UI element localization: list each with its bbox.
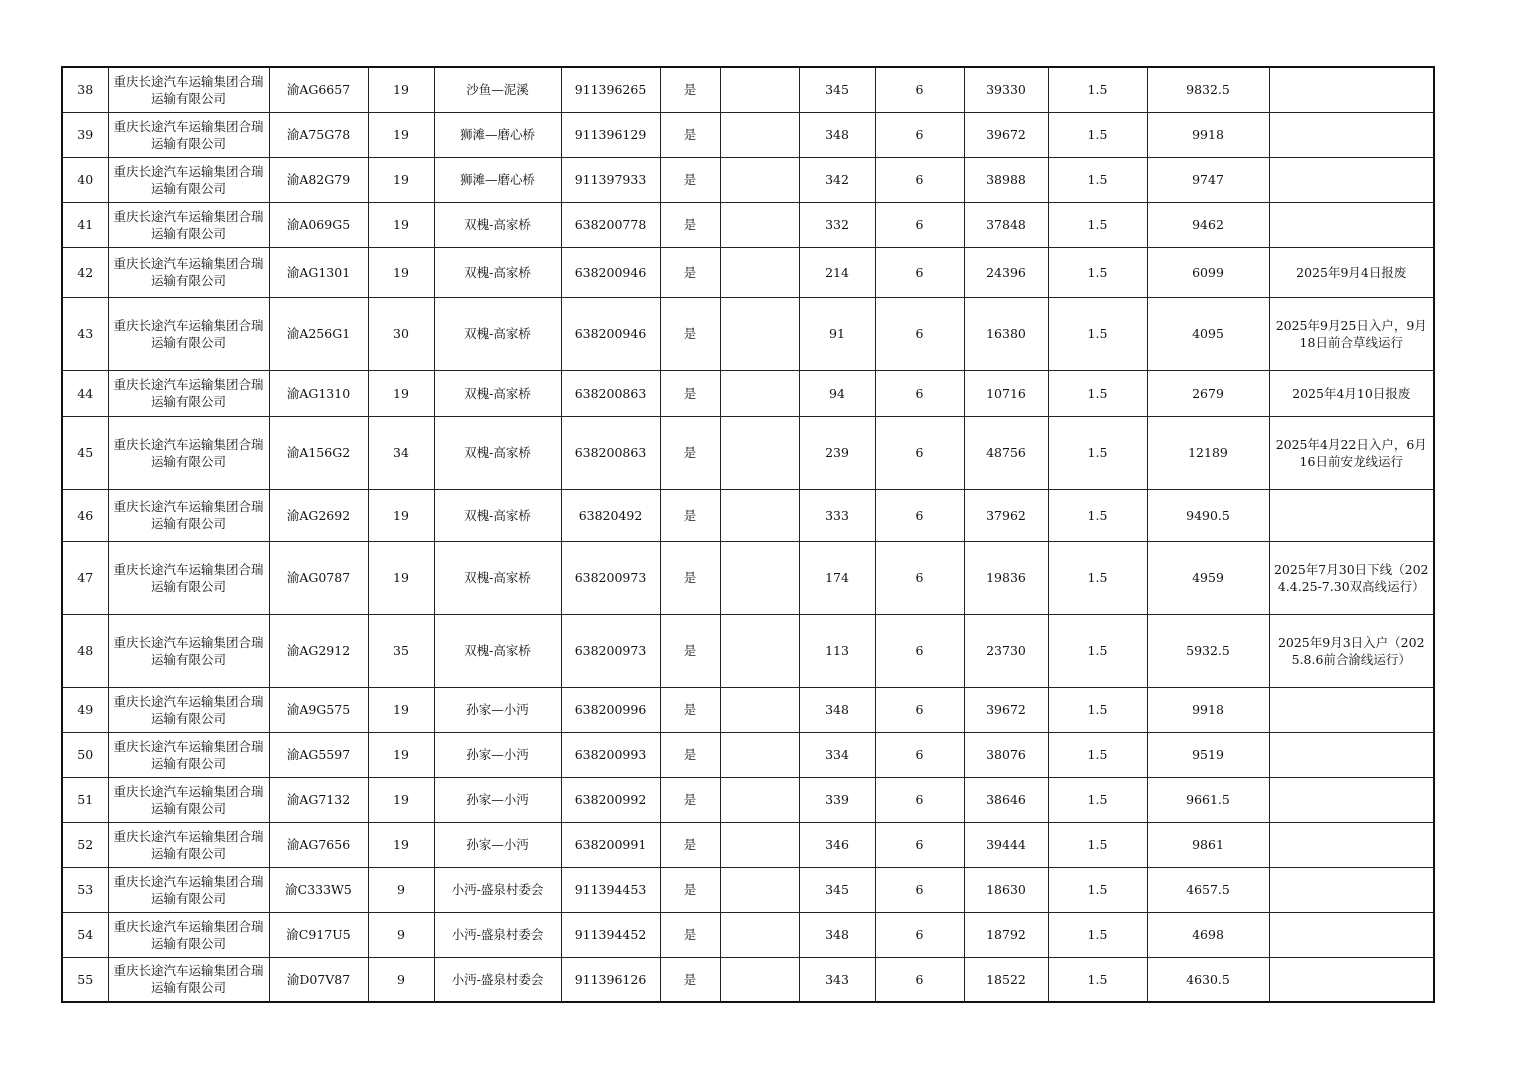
- seat-count: 19: [368, 370, 434, 416]
- subsidy-rate: 1.5: [1048, 370, 1147, 416]
- company-name: 重庆长途汽车运输集团合瑞运输有限公司: [108, 370, 269, 416]
- total-trips: 19836: [964, 541, 1048, 614]
- subsidy-amount: 4698: [1147, 912, 1269, 957]
- empty-cell: [720, 912, 799, 957]
- remark: 2025年4月22日入户，6月16日前安龙线运行: [1269, 416, 1434, 489]
- row-number: 54: [62, 912, 108, 957]
- table-body: [62, 67, 1434, 1002]
- status-flag: 是: [660, 370, 720, 416]
- seat-count: 19: [368, 732, 434, 777]
- status-flag: 是: [660, 202, 720, 247]
- total-trips: 18522: [964, 957, 1048, 1002]
- subsidy-amount: 4095: [1147, 297, 1269, 370]
- seat-count: 35: [368, 614, 434, 687]
- total-trips: 16380: [964, 297, 1048, 370]
- route-code: 638200992: [561, 777, 660, 822]
- subsidy-rate: 1.5: [1048, 732, 1147, 777]
- seat-count: 19: [368, 541, 434, 614]
- subsidy-amount: 9747: [1147, 157, 1269, 202]
- operating-days: 214: [799, 247, 875, 297]
- operating-days: 332: [799, 202, 875, 247]
- operating-days: 174: [799, 541, 875, 614]
- remark: [1269, 67, 1434, 112]
- table-row: [62, 687, 1434, 732]
- daily-trips: 6: [875, 912, 964, 957]
- subsidy-rate: 1.5: [1048, 247, 1147, 297]
- subsidy-rate: 1.5: [1048, 297, 1147, 370]
- total-trips: 24396: [964, 247, 1048, 297]
- route-code: 911397933: [561, 157, 660, 202]
- status-flag: 是: [660, 777, 720, 822]
- daily-trips: 6: [875, 112, 964, 157]
- operating-days: 345: [799, 867, 875, 912]
- empty-cell: [720, 370, 799, 416]
- empty-cell: [720, 247, 799, 297]
- operating-days: 239: [799, 416, 875, 489]
- route-code: 638200973: [561, 614, 660, 687]
- total-trips: 48756: [964, 416, 1048, 489]
- daily-trips: 6: [875, 370, 964, 416]
- plate-number: 渝A156G2: [269, 416, 368, 489]
- table-row: [62, 370, 1434, 416]
- daily-trips: 6: [875, 67, 964, 112]
- row-number: 42: [62, 247, 108, 297]
- subsidy-amount: 9661.5: [1147, 777, 1269, 822]
- seat-count: 19: [368, 157, 434, 202]
- company-name: 重庆长途汽车运输集团合瑞运输有限公司: [108, 297, 269, 370]
- status-flag: 是: [660, 67, 720, 112]
- seat-count: 19: [368, 489, 434, 541]
- route-code: 638200996: [561, 687, 660, 732]
- empty-cell: [720, 822, 799, 867]
- status-flag: 是: [660, 687, 720, 732]
- plate-number: 渝AG5597: [269, 732, 368, 777]
- route-name: 双槐-高家桥: [434, 541, 561, 614]
- company-name: 重庆长途汽车运输集团合瑞运输有限公司: [108, 67, 269, 112]
- remark: [1269, 157, 1434, 202]
- remark: [1269, 912, 1434, 957]
- empty-cell: [720, 489, 799, 541]
- subsidy-amount: 9462: [1147, 202, 1269, 247]
- operating-days: 339: [799, 777, 875, 822]
- remark: [1269, 867, 1434, 912]
- route-code: 911394452: [561, 912, 660, 957]
- subsidy-amount: 2679: [1147, 370, 1269, 416]
- row-number: 49: [62, 687, 108, 732]
- company-name: 重庆长途汽车运输集团合瑞运输有限公司: [108, 867, 269, 912]
- daily-trips: 6: [875, 777, 964, 822]
- total-trips: 18792: [964, 912, 1048, 957]
- company-name: 重庆长途汽车运输集团合瑞运输有限公司: [108, 489, 269, 541]
- row-number: 45: [62, 416, 108, 489]
- operating-days: 348: [799, 112, 875, 157]
- subsidy-rate: 1.5: [1048, 957, 1147, 1002]
- route-name: 孙家—小沔: [434, 687, 561, 732]
- table-row: [62, 614, 1434, 687]
- company-name: 重庆长途汽车运输集团合瑞运输有限公司: [108, 912, 269, 957]
- table-row: [62, 957, 1434, 1002]
- total-trips: 37848: [964, 202, 1048, 247]
- vehicle-subsidy-table: [61, 66, 1435, 1003]
- daily-trips: 6: [875, 822, 964, 867]
- company-name: 重庆长途汽车运输集团合瑞运输有限公司: [108, 541, 269, 614]
- total-trips: 39672: [964, 687, 1048, 732]
- operating-days: 348: [799, 912, 875, 957]
- subsidy-rate: 1.5: [1048, 912, 1147, 957]
- subsidy-amount: 12189: [1147, 416, 1269, 489]
- route-code: 638200973: [561, 541, 660, 614]
- seat-count: 9: [368, 912, 434, 957]
- empty-cell: [720, 867, 799, 912]
- table-row: [62, 202, 1434, 247]
- seat-count: 9: [368, 867, 434, 912]
- row-number: 55: [62, 957, 108, 1002]
- table-row: [62, 867, 1434, 912]
- seat-count: 19: [368, 687, 434, 732]
- plate-number: 渝A9G575: [269, 687, 368, 732]
- total-trips: 37962: [964, 489, 1048, 541]
- table-row: [62, 541, 1434, 614]
- seat-count: 19: [368, 202, 434, 247]
- table-row: [62, 112, 1434, 157]
- company-name: 重庆长途汽车运输集团合瑞运输有限公司: [108, 157, 269, 202]
- remark: 2025年9月3日入户（2025.8.6前合渝线运行）: [1269, 614, 1434, 687]
- empty-cell: [720, 732, 799, 777]
- row-number: 47: [62, 541, 108, 614]
- row-number: 53: [62, 867, 108, 912]
- seat-count: 19: [368, 112, 434, 157]
- operating-days: 334: [799, 732, 875, 777]
- total-trips: 38076: [964, 732, 1048, 777]
- operating-days: 333: [799, 489, 875, 541]
- table-row: [62, 247, 1434, 297]
- company-name: 重庆长途汽车运输集团合瑞运输有限公司: [108, 112, 269, 157]
- empty-cell: [720, 777, 799, 822]
- route-code: 63820492: [561, 489, 660, 541]
- route-name: 双槐-高家桥: [434, 297, 561, 370]
- route-name: 狮滩—磨心桥: [434, 112, 561, 157]
- company-name: 重庆长途汽车运输集团合瑞运输有限公司: [108, 732, 269, 777]
- subsidy-rate: 1.5: [1048, 614, 1147, 687]
- row-number: 44: [62, 370, 108, 416]
- seat-count: 19: [368, 247, 434, 297]
- plate-number: 渝AG1301: [269, 247, 368, 297]
- seat-count: 30: [368, 297, 434, 370]
- subsidy-rate: 1.5: [1048, 67, 1147, 112]
- company-name: 重庆长途汽车运输集团合瑞运输有限公司: [108, 687, 269, 732]
- total-trips: 39444: [964, 822, 1048, 867]
- remark: [1269, 777, 1434, 822]
- plate-number: 渝AG1310: [269, 370, 368, 416]
- route-name: 小沔-盛泉村委会: [434, 957, 561, 1002]
- table-row: [62, 777, 1434, 822]
- subsidy-rate: 1.5: [1048, 687, 1147, 732]
- plate-number: 渝AG2692: [269, 489, 368, 541]
- route-code: 638200991: [561, 822, 660, 867]
- plate-number: 渝A75G78: [269, 112, 368, 157]
- daily-trips: 6: [875, 489, 964, 541]
- subsidy-rate: 1.5: [1048, 489, 1147, 541]
- total-trips: 23730: [964, 614, 1048, 687]
- empty-cell: [720, 112, 799, 157]
- subsidy-rate: 1.5: [1048, 867, 1147, 912]
- subsidy-amount: 9918: [1147, 687, 1269, 732]
- subsidy-amount: 6099: [1147, 247, 1269, 297]
- daily-trips: 6: [875, 202, 964, 247]
- daily-trips: 6: [875, 687, 964, 732]
- subsidy-amount: 4959: [1147, 541, 1269, 614]
- seat-count: 19: [368, 822, 434, 867]
- daily-trips: 6: [875, 541, 964, 614]
- total-trips: 39330: [964, 67, 1048, 112]
- operating-days: 346: [799, 822, 875, 867]
- empty-cell: [720, 614, 799, 687]
- status-flag: 是: [660, 541, 720, 614]
- empty-cell: [720, 157, 799, 202]
- company-name: 重庆长途汽车运输集团合瑞运输有限公司: [108, 202, 269, 247]
- total-trips: 39672: [964, 112, 1048, 157]
- subsidy-rate: 1.5: [1048, 541, 1147, 614]
- operating-days: 345: [799, 67, 875, 112]
- daily-trips: 6: [875, 614, 964, 687]
- company-name: 重庆长途汽车运输集团合瑞运输有限公司: [108, 777, 269, 822]
- empty-cell: [720, 687, 799, 732]
- row-number: 38: [62, 67, 108, 112]
- plate-number: 渝C917U5: [269, 912, 368, 957]
- subsidy-rate: 1.5: [1048, 416, 1147, 489]
- seat-count: 34: [368, 416, 434, 489]
- status-flag: 是: [660, 157, 720, 202]
- row-number: 43: [62, 297, 108, 370]
- row-number: 40: [62, 157, 108, 202]
- empty-cell: [720, 957, 799, 1002]
- route-name: 双槐-高家桥: [434, 247, 561, 297]
- remark: [1269, 687, 1434, 732]
- route-code: 638200863: [561, 416, 660, 489]
- subsidy-amount: 9918: [1147, 112, 1269, 157]
- table-row: [62, 416, 1434, 489]
- empty-cell: [720, 541, 799, 614]
- company-name: 重庆长途汽车运输集团合瑞运输有限公司: [108, 247, 269, 297]
- route-name: 双槐-高家桥: [434, 489, 561, 541]
- plate-number: 渝AG7132: [269, 777, 368, 822]
- table-row: [62, 822, 1434, 867]
- plate-number: 渝A256G1: [269, 297, 368, 370]
- total-trips: 18630: [964, 867, 1048, 912]
- remark: 2025年4月10日报废: [1269, 370, 1434, 416]
- row-number: 52: [62, 822, 108, 867]
- remark: [1269, 112, 1434, 157]
- operating-days: 342: [799, 157, 875, 202]
- plate-number: 渝A069G5: [269, 202, 368, 247]
- row-number: 39: [62, 112, 108, 157]
- seat-count: 19: [368, 67, 434, 112]
- operating-days: 113: [799, 614, 875, 687]
- daily-trips: 6: [875, 732, 964, 777]
- route-name: 双槐-高家桥: [434, 614, 561, 687]
- status-flag: 是: [660, 912, 720, 957]
- row-number: 50: [62, 732, 108, 777]
- empty-cell: [720, 297, 799, 370]
- empty-cell: [720, 416, 799, 489]
- status-flag: 是: [660, 247, 720, 297]
- company-name: 重庆长途汽车运输集团合瑞运输有限公司: [108, 822, 269, 867]
- subsidy-rate: 1.5: [1048, 777, 1147, 822]
- remark: [1269, 732, 1434, 777]
- company-name: 重庆长途汽车运输集团合瑞运输有限公司: [108, 416, 269, 489]
- table-row: [62, 912, 1434, 957]
- status-flag: 是: [660, 867, 720, 912]
- remark: 2025年9月4日报废: [1269, 247, 1434, 297]
- route-name: 小沔-盛泉村委会: [434, 912, 561, 957]
- route-name: 双槐-高家桥: [434, 370, 561, 416]
- remark: 2025年7月30日下线（2024.4.25-7.30双高线运行）: [1269, 541, 1434, 614]
- route-name: 双槐-高家桥: [434, 416, 561, 489]
- subsidy-amount: 9861: [1147, 822, 1269, 867]
- subsidy-amount: 5932.5: [1147, 614, 1269, 687]
- status-flag: 是: [660, 614, 720, 687]
- route-code: 638200863: [561, 370, 660, 416]
- empty-cell: [720, 67, 799, 112]
- row-number: 51: [62, 777, 108, 822]
- operating-days: 91: [799, 297, 875, 370]
- company-name: 重庆长途汽车运输集团合瑞运输有限公司: [108, 957, 269, 1002]
- row-number: 48: [62, 614, 108, 687]
- subsidy-rate: 1.5: [1048, 202, 1147, 247]
- operating-days: 94: [799, 370, 875, 416]
- route-name: 孙家—小沔: [434, 732, 561, 777]
- route-name: 孙家—小沔: [434, 777, 561, 822]
- route-name: 沙鱼—泥溪: [434, 67, 561, 112]
- route-code: 638200946: [561, 297, 660, 370]
- remark: 2025年9月25日入户，9月18日前合草线运行: [1269, 297, 1434, 370]
- route-code: 911396126: [561, 957, 660, 1002]
- subsidy-amount: 9519: [1147, 732, 1269, 777]
- plate-number: 渝A82G79: [269, 157, 368, 202]
- subsidy-rate: 1.5: [1048, 112, 1147, 157]
- table-row: [62, 67, 1434, 112]
- remark: [1269, 822, 1434, 867]
- table-row: [62, 489, 1434, 541]
- subsidy-amount: 4657.5: [1147, 867, 1269, 912]
- subsidy-rate: 1.5: [1048, 822, 1147, 867]
- row-number: 41: [62, 202, 108, 247]
- status-flag: 是: [660, 112, 720, 157]
- route-name: 孙家—小沔: [434, 822, 561, 867]
- seat-count: 9: [368, 957, 434, 1002]
- remark: [1269, 202, 1434, 247]
- operating-days: 343: [799, 957, 875, 1002]
- route-name: 双槐-高家桥: [434, 202, 561, 247]
- empty-cell: [720, 202, 799, 247]
- table-row: [62, 297, 1434, 370]
- route-code: 911394453: [561, 867, 660, 912]
- table-row: [62, 157, 1434, 202]
- total-trips: 38646: [964, 777, 1048, 822]
- route-code: 638200778: [561, 202, 660, 247]
- route-code: 911396265: [561, 67, 660, 112]
- row-number: 46: [62, 489, 108, 541]
- table-row: [62, 732, 1434, 777]
- subsidy-amount: 9490.5: [1147, 489, 1269, 541]
- plate-number: 渝AG2912: [269, 614, 368, 687]
- daily-trips: 6: [875, 957, 964, 1002]
- operating-days: 348: [799, 687, 875, 732]
- status-flag: 是: [660, 732, 720, 777]
- remark: [1269, 957, 1434, 1002]
- daily-trips: 6: [875, 297, 964, 370]
- route-name: 狮滩—磨心桥: [434, 157, 561, 202]
- route-code: 638200993: [561, 732, 660, 777]
- daily-trips: 6: [875, 867, 964, 912]
- daily-trips: 6: [875, 247, 964, 297]
- seat-count: 19: [368, 777, 434, 822]
- subsidy-rate: 1.5: [1048, 157, 1147, 202]
- company-name: 重庆长途汽车运输集团合瑞运输有限公司: [108, 614, 269, 687]
- subsidy-amount: 9832.5: [1147, 67, 1269, 112]
- plate-number: 渝AG7656: [269, 822, 368, 867]
- status-flag: 是: [660, 489, 720, 541]
- plate-number: 渝D07V87: [269, 957, 368, 1002]
- status-flag: 是: [660, 416, 720, 489]
- plate-number: 渝AG6657: [269, 67, 368, 112]
- route-code: 911396129: [561, 112, 660, 157]
- daily-trips: 6: [875, 157, 964, 202]
- status-flag: 是: [660, 957, 720, 1002]
- total-trips: 10716: [964, 370, 1048, 416]
- subsidy-amount: 4630.5: [1147, 957, 1269, 1002]
- status-flag: 是: [660, 297, 720, 370]
- plate-number: 渝C333W5: [269, 867, 368, 912]
- route-code: 638200946: [561, 247, 660, 297]
- daily-trips: 6: [875, 416, 964, 489]
- remark: [1269, 489, 1434, 541]
- total-trips: 38988: [964, 157, 1048, 202]
- route-name: 小沔-盛泉村委会: [434, 867, 561, 912]
- plate-number: 渝AG0787: [269, 541, 368, 614]
- status-flag: 是: [660, 822, 720, 867]
